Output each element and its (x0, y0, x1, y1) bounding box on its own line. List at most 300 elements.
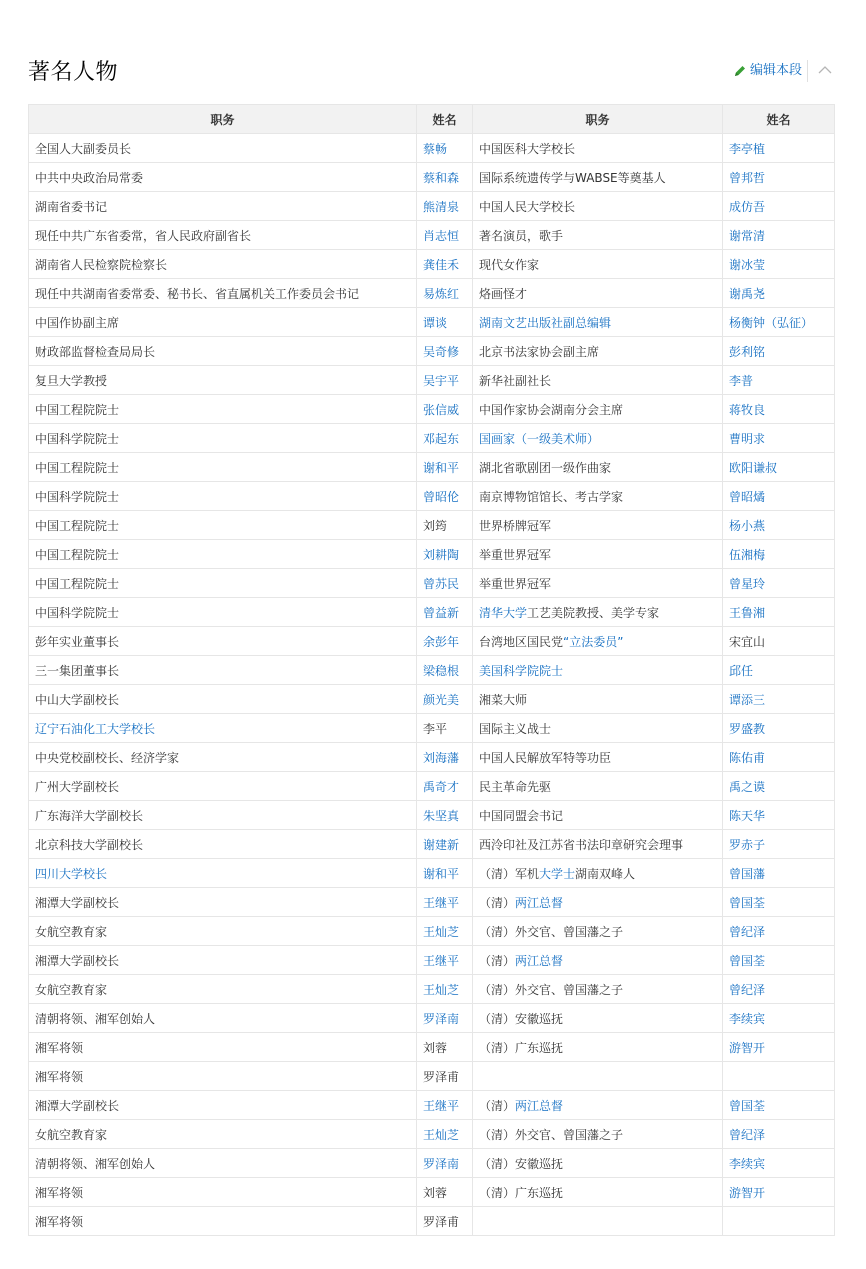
position-cell (29, 685, 417, 714)
cell-link[interactable]: 吴宇平 (423, 373, 460, 388)
name-cell[interactable] (417, 250, 473, 279)
name-cell[interactable] (417, 453, 473, 482)
name-cell[interactable] (723, 250, 835, 279)
position-cell (29, 1062, 417, 1091)
cell-link[interactable]: 李亭植 (729, 141, 766, 156)
cell-link[interactable]: 罗盛教 (729, 721, 766, 736)
position-cell (473, 221, 723, 250)
cell-text: 中国作协副主席 (35, 315, 120, 330)
name-cell[interactable] (417, 482, 473, 511)
cell-text: 清朝将领、湘军创始人 (35, 1011, 156, 1026)
position-cell (473, 163, 723, 192)
cell-text: 中国科学院院士 (35, 605, 120, 620)
cell-text: （清） (479, 1098, 516, 1113)
cell-link[interactable]: 两江总督 (515, 1098, 564, 1113)
cell-text: 全国人大副委员长 (35, 141, 132, 156)
cell-link[interactable]: 曾国荃 (729, 953, 766, 968)
cell-link[interactable]: 曾纪泽 (729, 924, 766, 939)
cell-text: （清）安徽巡抚 (479, 1156, 564, 1171)
cell-text: 罗泽甫 (423, 1214, 460, 1229)
cell-link[interactable]: 朱坚真 (423, 808, 460, 823)
cell-link[interactable]: 蔡和森 (423, 170, 460, 185)
cell-text: 湘潭大学副校长 (35, 953, 120, 968)
table-row (29, 482, 835, 511)
position-cell (473, 946, 723, 975)
cell-link[interactable]: 王鲁湘 (729, 605, 766, 620)
position-cell (29, 366, 417, 395)
name-cell[interactable] (723, 801, 835, 830)
table-row (29, 859, 835, 888)
name-cell[interactable] (723, 395, 835, 424)
name-cell[interactable] (417, 308, 473, 337)
cell-text: 刘筠 (423, 518, 448, 533)
name-cell[interactable] (723, 569, 835, 598)
table-row (29, 395, 835, 424)
position-cell (473, 772, 723, 801)
position-cell (29, 308, 417, 337)
table-row (29, 830, 835, 859)
cell-text: 现任中共湖南省委常委、秘书长、省直属机关工作委员会书记 (35, 286, 360, 301)
name-cell[interactable] (417, 366, 473, 395)
position-cell (29, 743, 417, 772)
name-cell[interactable] (417, 598, 473, 627)
name-cell[interactable] (723, 279, 835, 308)
position-cell (29, 279, 417, 308)
cell-text: 举重世界冠军 (479, 547, 552, 562)
position-cell (473, 395, 723, 424)
cell-link[interactable]: 国画家（一级美术师） (479, 431, 600, 446)
table-row (29, 308, 835, 337)
cell-link[interactable]: 颜光美 (423, 692, 460, 707)
position-cell (29, 1091, 417, 1120)
name-cell[interactable] (723, 917, 835, 946)
position-cell[interactable] (29, 714, 417, 743)
name-cell[interactable] (417, 279, 473, 308)
table-row (29, 453, 835, 482)
cell-link[interactable]: “立法委员” (563, 634, 624, 649)
name-cell[interactable] (723, 192, 835, 221)
table-row (29, 1149, 835, 1178)
table-row (29, 366, 835, 395)
position-cell (473, 1120, 723, 1149)
position-cell (473, 1149, 723, 1178)
name-cell[interactable] (723, 1120, 835, 1149)
cell-link[interactable]: 杨小燕 (729, 518, 766, 533)
cell-text: （清）军机 (479, 866, 540, 881)
position-cell (473, 134, 723, 163)
cell-text: 湘菜大师 (479, 692, 528, 707)
name-cell[interactable] (417, 830, 473, 859)
table-row (29, 540, 835, 569)
name-cell[interactable] (417, 424, 473, 453)
cell-text: 中国工程院院士 (35, 547, 120, 562)
edit-section-label: 编辑本段 (749, 63, 802, 78)
table-row (29, 598, 835, 627)
cell-text: 中国作家协会湖南分会主席 (479, 402, 624, 417)
name-cell[interactable] (417, 946, 473, 975)
name-cell (723, 1062, 835, 1091)
position-cell (473, 801, 723, 830)
pencil-icon (733, 64, 747, 78)
name-cell[interactable] (723, 685, 835, 714)
cell-link[interactable]: 谢常清 (729, 228, 766, 243)
name-cell[interactable] (417, 685, 473, 714)
name-cell[interactable] (723, 540, 835, 569)
cell-link[interactable]: 李普 (729, 373, 754, 388)
position-cell (29, 801, 417, 830)
cell-link[interactable]: 王灿芝 (423, 982, 460, 997)
position-cell (29, 888, 417, 917)
cell-link[interactable]: 刘耕陶 (423, 547, 460, 562)
name-cell[interactable] (417, 627, 473, 656)
table-row (29, 221, 835, 250)
name-cell[interactable] (723, 1091, 835, 1120)
name-cell[interactable] (417, 395, 473, 424)
position-cell (29, 1004, 417, 1033)
name-cell[interactable] (723, 366, 835, 395)
cell-link[interactable]: 曾昭燏 (729, 489, 766, 504)
cell-link[interactable]: 游智开 (729, 1040, 766, 1055)
position-cell (29, 192, 417, 221)
cell-text: 中国工程院院士 (35, 460, 120, 475)
position-cell[interactable] (473, 424, 723, 453)
name-cell[interactable] (723, 946, 835, 975)
position-cell (473, 685, 723, 714)
cell-text: （清）外交官、曾国藩之子 (479, 924, 624, 939)
cell-text: 女航空教育家 (35, 924, 108, 939)
position-cell (29, 395, 417, 424)
name-cell[interactable] (723, 482, 835, 511)
cell-text: 广州大学副校长 (35, 779, 120, 794)
position-cell (473, 1062, 723, 1091)
cell-text: 湘军将领 (35, 1185, 84, 1200)
cell-text: 湖南省委书记 (35, 199, 108, 214)
name-cell[interactable] (723, 511, 835, 540)
cell-link[interactable]: 曾昭伦 (423, 489, 460, 504)
cell-link[interactable]: 梁稳根 (423, 663, 460, 678)
name-cell[interactable] (723, 1004, 835, 1033)
name-cell[interactable] (723, 453, 835, 482)
name-cell[interactable] (723, 1149, 835, 1178)
position-cell (473, 1091, 723, 1120)
cell-link[interactable]: 湖南文艺出版社副总编辑 (479, 315, 612, 330)
cell-link[interactable]: 罗赤子 (729, 837, 766, 852)
cell-link[interactable]: 吴奇修 (423, 344, 460, 359)
name-cell[interactable] (417, 1091, 473, 1120)
cell-link[interactable]: 曾苏民 (423, 576, 460, 591)
cell-text: 刘蓉 (423, 1185, 448, 1200)
cell-link[interactable]: 美国科学院院士 (479, 663, 564, 678)
table-body (29, 134, 835, 1236)
cell-link[interactable]: 张信威 (423, 402, 460, 417)
cell-text: 中国科学院院士 (35, 431, 120, 446)
position-cell (473, 1178, 723, 1207)
cell-text: 湘潭大学副校长 (35, 1098, 120, 1113)
table-row (29, 1062, 835, 1091)
name-cell[interactable] (723, 163, 835, 192)
cell-link[interactable]: 熊清泉 (423, 199, 460, 214)
cell-link[interactable]: 杨衡钟（弘征） (729, 315, 814, 330)
cell-link[interactable]: 邱任 (729, 663, 754, 678)
cell-link[interactable]: 曾益新 (423, 605, 460, 620)
cell-text: （清）广东巡抚 (479, 1185, 564, 1200)
cell-text: 国际系统遗传学与WABSE等奠基人 (479, 170, 666, 185)
cell-link[interactable]: 王继平 (423, 953, 460, 968)
cell-text: 湖南双峰人 (575, 866, 636, 881)
table-row (29, 772, 835, 801)
name-cell[interactable] (417, 975, 473, 1004)
cell-link[interactable]: 曾国荃 (729, 895, 766, 910)
cell-link[interactable]: 曾国荃 (729, 1098, 766, 1113)
table-row (29, 1033, 835, 1062)
cell-text: 举重世界冠军 (479, 576, 552, 591)
cell-link[interactable]: 蒋牧良 (729, 402, 766, 417)
cell-text: 西泠印社及江苏省书法印章研究会理事 (479, 837, 684, 852)
cell-text: 中国同盟会书记 (479, 808, 564, 823)
cell-text: 彭年实业董事长 (35, 634, 120, 649)
section-header (28, 0, 834, 104)
chevron-up-icon[interactable] (816, 62, 834, 78)
position-cell[interactable] (473, 656, 723, 685)
name-cell[interactable] (723, 656, 835, 685)
name-cell[interactable] (417, 772, 473, 801)
position-cell (29, 134, 417, 163)
table-row (29, 279, 835, 308)
name-cell (723, 1207, 835, 1236)
position-cell (473, 1004, 723, 1033)
cell-link[interactable]: 彭利铭 (729, 344, 766, 359)
name-cell[interactable] (417, 221, 473, 250)
cell-text: （清） (479, 895, 516, 910)
name-cell (723, 627, 835, 656)
position-cell (29, 482, 417, 511)
position-cell (473, 598, 723, 627)
table-row (29, 946, 835, 975)
cell-link[interactable]: 谢建新 (423, 837, 460, 852)
cell-link[interactable]: 禹奇才 (423, 779, 460, 794)
name-cell[interactable] (417, 163, 473, 192)
name-cell[interactable] (723, 888, 835, 917)
name-cell[interactable] (723, 337, 835, 366)
cell-text: 女航空教育家 (35, 1127, 108, 1142)
cell-link[interactable]: 欧阳谦叔 (729, 460, 778, 475)
name-cell[interactable] (723, 1178, 835, 1207)
name-cell[interactable] (723, 598, 835, 627)
name-cell[interactable] (417, 540, 473, 569)
cell-link[interactable]: 龚佳禾 (423, 257, 460, 272)
position-cell (473, 975, 723, 1004)
position-cell (473, 714, 723, 743)
cell-link[interactable]: 曾国藩 (729, 866, 766, 881)
cell-link[interactable]: 谢冰莹 (729, 257, 766, 272)
cell-text: （清）外交官、曾国藩之子 (479, 982, 624, 997)
position-cell (473, 859, 723, 888)
position-cell[interactable] (29, 859, 417, 888)
position-cell (29, 540, 417, 569)
cell-link[interactable]: 邓起东 (423, 431, 460, 446)
cell-link[interactable]: 李续宾 (729, 1156, 766, 1171)
cell-text: 中国科学院院士 (35, 489, 120, 504)
name-cell[interactable] (723, 221, 835, 250)
cell-text: 湘军将领 (35, 1040, 84, 1055)
cell-link[interactable]: 大学士 (539, 866, 576, 881)
name-cell[interactable] (723, 134, 835, 163)
table-row (29, 1004, 835, 1033)
cell-link[interactable]: 王继平 (423, 1098, 460, 1113)
cell-link[interactable]: 游智开 (729, 1185, 766, 1200)
cell-link[interactable]: 蔡畅 (423, 141, 448, 156)
name-cell[interactable] (417, 1149, 473, 1178)
cell-link[interactable]: 辽宁石油化工大学校长 (35, 721, 156, 736)
table-row (29, 1207, 835, 1236)
col-header-name: 姓名 (417, 105, 473, 134)
cell-text: 世界桥牌冠军 (479, 518, 552, 533)
position-cell (29, 627, 417, 656)
name-cell[interactable] (723, 772, 835, 801)
table-row (29, 134, 835, 163)
table-row (29, 627, 835, 656)
table-row (29, 250, 835, 279)
table-row (29, 714, 835, 743)
name-cell[interactable] (417, 801, 473, 830)
name-cell[interactable] (417, 743, 473, 772)
cell-text: 财政部监督检查局局长 (35, 344, 156, 359)
position-cell (29, 511, 417, 540)
cell-link[interactable]: 李续宾 (729, 1011, 766, 1026)
name-cell[interactable] (417, 337, 473, 366)
cell-text: 民主革命先驱 (479, 779, 552, 794)
col-header-position: 职务 (29, 105, 417, 134)
cell-link[interactable]: 王继平 (423, 895, 460, 910)
cell-link[interactable]: 谢和平 (423, 866, 460, 881)
position-cell (29, 598, 417, 627)
name-cell[interactable] (723, 975, 835, 1004)
cell-link[interactable]: 易炼红 (423, 286, 460, 301)
position-cell (29, 656, 417, 685)
name-cell[interactable] (417, 888, 473, 917)
position-cell (473, 482, 723, 511)
name-cell[interactable] (417, 859, 473, 888)
cell-link[interactable]: 王灿芝 (423, 1127, 460, 1142)
name-cell (417, 1062, 473, 1091)
cell-link[interactable]: 陈佑甫 (729, 750, 766, 765)
cell-link[interactable]: 王灿芝 (423, 924, 460, 939)
name-cell[interactable] (723, 424, 835, 453)
cell-link[interactable]: 谢禹尧 (729, 286, 766, 301)
cell-link[interactable]: 刘海藩 (423, 750, 460, 765)
position-cell (29, 1120, 417, 1149)
cell-text: 湘潭大学副校长 (35, 895, 120, 910)
cell-link[interactable]: 谢和平 (423, 460, 460, 475)
table-row (29, 1091, 835, 1120)
cell-text: 中国人民解放军特等功臣 (479, 750, 612, 765)
section-title: 著名人物 (28, 60, 119, 85)
cell-text: 中共中央政治局常委 (35, 170, 144, 185)
position-cell[interactable] (473, 308, 723, 337)
name-cell[interactable] (723, 1033, 835, 1062)
edit-section-link[interactable] (733, 61, 802, 81)
name-cell[interactable] (417, 656, 473, 685)
cell-text: 现代女作家 (479, 257, 540, 272)
name-cell (417, 1178, 473, 1207)
table-row (29, 192, 835, 221)
cell-text: 台湾地区国民党 (479, 634, 564, 649)
name-cell[interactable] (417, 569, 473, 598)
cell-link[interactable]: 两江总督 (515, 953, 564, 968)
cell-link[interactable]: 罗泽南 (423, 1011, 460, 1026)
cell-text: 新华社副社长 (479, 373, 552, 388)
cell-link[interactable]: 曹明求 (729, 431, 766, 446)
cell-text: 中央党校副校长、经济学家 (35, 750, 180, 765)
position-cell (29, 946, 417, 975)
cell-text: 湘军将领 (35, 1214, 84, 1229)
cell-link[interactable]: 罗泽南 (423, 1156, 460, 1171)
cell-text: 复旦大学教授 (35, 373, 108, 388)
table-row (29, 337, 835, 366)
cell-text: 清朝将领、湘军创始人 (35, 1156, 156, 1171)
name-cell[interactable] (417, 1004, 473, 1033)
cell-text: 中国人民大学校长 (479, 199, 576, 214)
position-cell (29, 1207, 417, 1236)
name-cell[interactable] (723, 859, 835, 888)
name-cell[interactable] (417, 1120, 473, 1149)
position-cell (473, 540, 723, 569)
table-header-row (29, 105, 835, 134)
cell-text: 北京科技大学副校长 (35, 837, 144, 852)
cell-link[interactable]: 余彭年 (423, 634, 460, 649)
cell-link[interactable]: 曾纪泽 (729, 982, 766, 997)
name-cell[interactable] (417, 917, 473, 946)
cell-link[interactable]: 伍湘梅 (729, 547, 766, 562)
header-divider (807, 60, 808, 82)
cell-link[interactable]: 陈天华 (729, 808, 766, 823)
cell-link[interactable]: 谭添三 (729, 692, 766, 707)
name-cell[interactable] (723, 308, 835, 337)
position-cell (473, 1207, 723, 1236)
cell-link[interactable]: 曾纪泽 (729, 1127, 766, 1142)
name-cell[interactable] (417, 134, 473, 163)
name-cell (417, 714, 473, 743)
cell-link[interactable]: 成仿吾 (729, 199, 766, 214)
famous-people-table (28, 104, 835, 1236)
name-cell[interactable] (723, 743, 835, 772)
table-row (29, 743, 835, 772)
table-row (29, 1178, 835, 1207)
cell-link[interactable]: 两江总督 (515, 895, 564, 910)
cell-link[interactable]: 四川大学校长 (35, 866, 108, 881)
cell-link[interactable]: 肖志恒 (423, 228, 460, 243)
position-cell (29, 250, 417, 279)
table-row (29, 917, 835, 946)
cell-link[interactable]: 曾邦哲 (729, 170, 766, 185)
cell-text: 中山大学副校长 (35, 692, 120, 707)
table-row (29, 888, 835, 917)
position-cell (29, 772, 417, 801)
position-cell (473, 453, 723, 482)
cell-text: 湖南省人民检察院检察长 (35, 257, 168, 272)
cell-link[interactable]: 曾星玲 (729, 576, 766, 591)
table-row (29, 511, 835, 540)
cell-link[interactable]: 清华大学 (479, 605, 528, 620)
cell-link[interactable]: 谭谈 (423, 315, 448, 330)
position-cell (473, 192, 723, 221)
name-cell[interactable] (417, 192, 473, 221)
cell-link[interactable]: 禹之谟 (729, 779, 766, 794)
name-cell[interactable] (723, 830, 835, 859)
name-cell[interactable] (723, 714, 835, 743)
position-cell (473, 569, 723, 598)
col-header-name: 姓名 (723, 105, 835, 134)
